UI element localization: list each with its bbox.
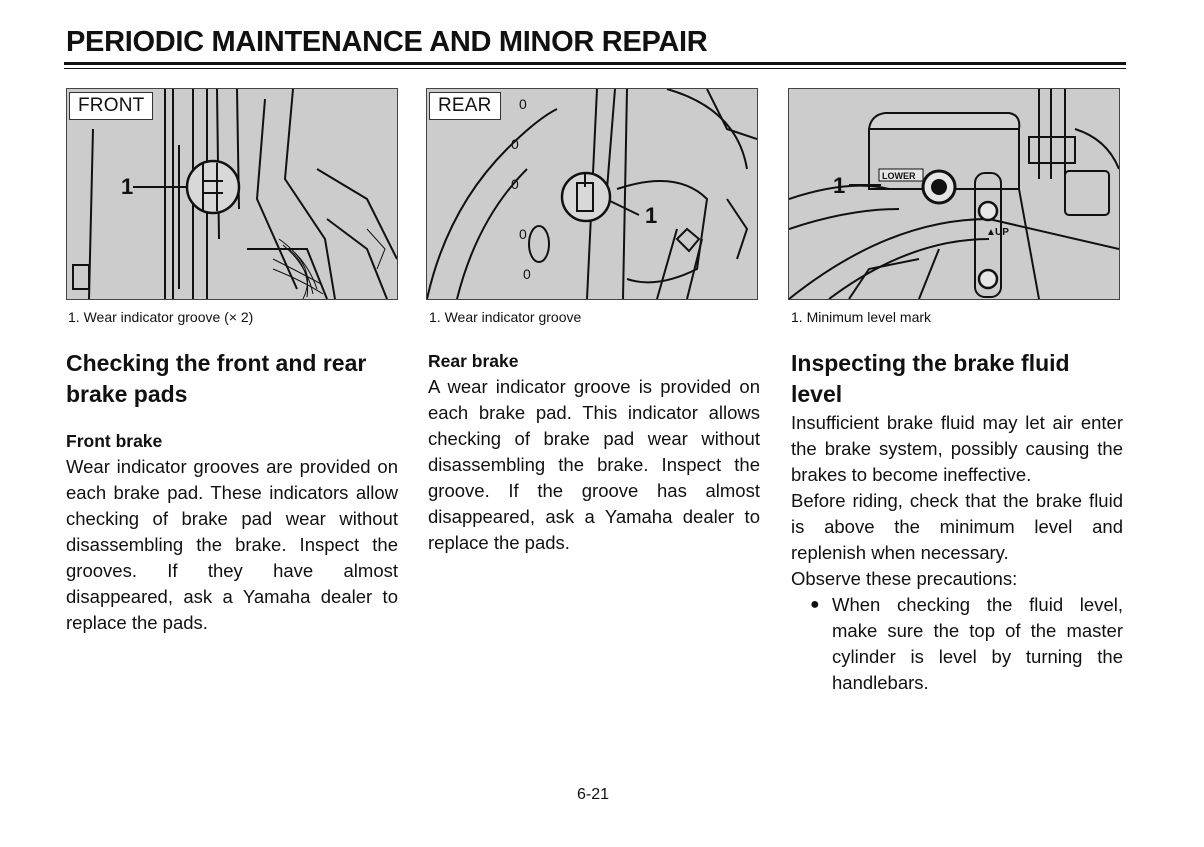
section-heading-brake-fluid: Inspecting the brake fluid level xyxy=(791,350,1070,407)
front-figure-tag: FRONT xyxy=(69,92,153,120)
brake-fluid-reservoir-illustration xyxy=(788,88,1120,300)
brake-fluid-para-2: Before riding, check that the brake fluid is above the minimum level and replenish when necessary. xyxy=(791,490,1123,563)
brake-fluid-para-3: Observe these precautions: xyxy=(791,568,1018,589)
fluid-figure-caption: 1. Minimum level mark xyxy=(791,309,932,325)
lower-mark-text: LOWER xyxy=(882,171,916,181)
rear-brake-illustration xyxy=(426,88,758,300)
rear-brake-subheading: Rear brake xyxy=(428,351,519,371)
page-title: PERIODIC MAINTENANCE AND MINOR REPAIR xyxy=(66,26,708,58)
precaution-text: When checking the fluid level, make sure the top of the master cylinder is level by turning the handlebars. xyxy=(832,594,1123,693)
front-callout-number: 1 xyxy=(121,174,134,199)
svg-text:0: 0 xyxy=(519,226,527,242)
front-brake-illustration xyxy=(66,88,398,300)
svg-text:0: 0 xyxy=(511,176,519,192)
brake-fluid-para-1: Insufficient brake fluid may let air enter the brake system, possibly causing the brakes to become ineffective. xyxy=(791,412,1123,485)
precautions-list xyxy=(791,592,1123,696)
svg-text:▲: ▲ xyxy=(986,227,996,238)
front-brake-column xyxy=(66,348,398,636)
rear-brake-column xyxy=(428,348,760,556)
fluid-callout-number: 1 xyxy=(833,173,846,198)
front-brake-text: Wear indicator grooves are provided on each brake pad. These indicators allow checking of brake pad wear without disassembling the brake. Inspect the grooves. If they have almost disappeared, ask a Yamaha dealer to replace the pads. xyxy=(66,456,398,633)
svg-text:0: 0 xyxy=(511,136,519,152)
header-rule-thick xyxy=(64,62,1126,65)
page-number: 6-21 xyxy=(577,786,610,803)
svg-text:0: 0 xyxy=(519,96,527,112)
bullet-icon: ● xyxy=(810,596,820,613)
rear-figure-tag: REAR xyxy=(429,92,501,120)
rear-brake-text: A wear indicator groove is provided on each brake pad. This indicator allows checking of brake pad wear without disassembling the brake. Inspect the groove. If the groove has almost disappeared, ask a Yamaha dealer to replace the pads. xyxy=(428,376,760,553)
front-brake-subheading: Front brake xyxy=(66,431,163,451)
section-heading-brake-pads: Checking the front and rear brake pads xyxy=(66,350,367,407)
svg-text:0: 0 xyxy=(523,266,531,282)
brake-fluid-column xyxy=(791,348,1123,696)
up-mark-text: UP xyxy=(995,227,1009,238)
header-rule-thin xyxy=(64,68,1126,69)
list-item xyxy=(791,592,1123,696)
rear-figure-caption: 1. Wear indicator groove xyxy=(429,309,582,325)
rear-callout-number: 1 xyxy=(645,203,658,228)
front-figure-caption: 1. Wear indicator groove (× 2) xyxy=(68,309,254,325)
